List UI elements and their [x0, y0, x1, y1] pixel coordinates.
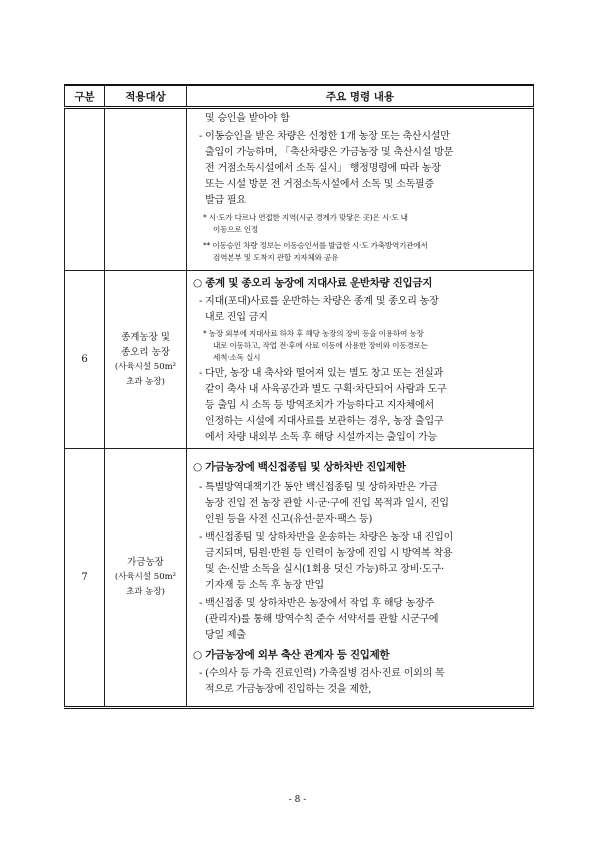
text-line: 인원 등을 사전 신고(유선·문자·팩스 등) — [205, 514, 373, 525]
text-line: 농장 진입 전 농장 관할 시·군·구에 진입 목적과 일시, 진입 — [205, 498, 449, 509]
row-target — [105, 271, 187, 449]
target-line: 초과 농장) — [126, 587, 165, 597]
table-row-7 — [65, 449, 534, 708]
text-line: - 백신접종 및 상하차반은 농장에서 작업 후 해당 농장주 — [199, 598, 435, 609]
footnote-line: 세척·소독 실시 — [213, 353, 261, 362]
header-target: 적용대상 — [105, 85, 187, 108]
target-line: 초과 농장) — [126, 376, 165, 387]
table-header-row — [65, 85, 534, 108]
text-line: 등 출입 시 소독 등 방역조치가 가능하다고 지자체에서 — [205, 400, 434, 411]
text-line: - 특별방역대책기간 동안 백신접종팀 및 상하차반은 가금 — [199, 482, 438, 493]
footnote-line: ** 이동승인 차량 정보는 이동승인서를 발급한 시·도 가축방역기관에서 — [203, 241, 428, 250]
row-content — [187, 449, 534, 708]
text-line: 에서 차량 내외부 소독 후 해당 시설까지는 출입이 가능 — [205, 432, 437, 443]
text-line: 또는 시설 방문 전 거점소독시설에서 소독 및 소독필증 — [205, 179, 434, 190]
section-heading: ○ 가금농장에 백신접종팀 및 상하차반 진입제한 — [193, 461, 406, 473]
text-line: - (수의사 등 가축 진료인력) 가축질병 검사·진료 이외의 목 — [199, 668, 445, 679]
row-number: 7 — [65, 449, 105, 708]
target-line: (사육시설 50m² — [114, 361, 177, 372]
target-line: 종계농장 및 — [121, 331, 170, 343]
text-line: 금지되며, 팀원·반원 등 인력이 농장에 진입 시 방역복 착용 — [205, 548, 453, 559]
footnote-line: 내로 이동하고, 작업 전·후에 사료 이동에 사용한 장비와 이동경로는 — [213, 341, 428, 350]
footnote-line: * 농장 외부에 지대사료 하차 후 해당 농장의 장비 등을 이용하여 농장 — [203, 329, 424, 338]
text-line: 및 손·신발 소독을 실시(1회용 덧신 가능)하고 장비·도구· — [205, 564, 445, 575]
text-line: 출입이 가능하며, 「축산차량은 가금농장 및 축산시설 방문 — [205, 147, 454, 158]
header-gubun: 구분 — [65, 85, 105, 108]
cell-content-continued — [187, 108, 534, 271]
text-line: - 이동승인을 받은 차량은 신청한 1개 농장 또는 축산시설만 — [199, 131, 450, 142]
cell-num-continued — [65, 108, 105, 271]
row-target — [105, 449, 187, 708]
text-line: 내로 진입 금지 — [205, 312, 268, 323]
text-line: 적으로 가금농장에 진입하는 것을 제한, — [205, 684, 372, 695]
text-line: 당일 제출 — [205, 630, 246, 641]
table-row-continued — [65, 108, 534, 271]
measures-table — [64, 84, 534, 709]
text-line: 발급 필요 — [205, 195, 246, 206]
text-line: (관리자)를 통해 방역수칙 준수 서약서를 관할 시군구에 — [205, 614, 439, 625]
page-number: - 8 - — [288, 795, 307, 805]
text-line: 인정하는 시설에 지대사료를 보관하는 경우, 농장 출입구 — [205, 416, 444, 427]
section-heading: ○ 가금농장에 외부 축산 관계자 등 진입제한 — [193, 649, 390, 661]
row-number: 6 — [65, 271, 105, 449]
text-line: 전 거점소독시설에서 소독 실시」 행정명령에 따라 농장 — [205, 163, 441, 174]
row-content — [187, 271, 534, 449]
text-line: - 다만, 농장 내 축사와 떨어져 있는 별도 창고 또는 전실과 — [199, 368, 444, 379]
footnote-line: 검역본부 및 도착지 관할 지자체와 공유 — [213, 253, 339, 262]
target-line: (사육시설 50m² — [114, 572, 177, 582]
text-line: 같이 축사 내 사육공간과 별도 구획·차단되어 사람과 도구 — [205, 384, 447, 395]
target-line: 종오리 농장 — [121, 346, 170, 358]
text-line: 기자재 등 소독 후 농장 반입 — [205, 580, 324, 591]
footnote-line: * 시·도가 다르나 연접한 지역(시군 경계가 맞닿은 곳)은 시·도 내 — [203, 213, 408, 222]
text-line: - 지대(포대)사료를 운반하는 차량은 종계 및 종오리 농장 — [199, 296, 439, 307]
target-line: 가금농장 — [127, 557, 164, 568]
section-heading: ○ 종계 및 종오리 농장에 지대사료 운반차량 진입금지 — [193, 277, 433, 289]
header-content: 주요 명령 내용 — [187, 85, 534, 108]
text-line: - 백신접종팀 및 상하차반을 운송하는 차량은 농장 내 진입이 — [199, 532, 454, 543]
text-line: 및 승인을 받아야 함 — [205, 113, 290, 124]
table-row-6 — [65, 271, 534, 449]
cell-target-continued — [105, 108, 187, 271]
footnote-line: 이동으로 인정 — [213, 225, 259, 234]
